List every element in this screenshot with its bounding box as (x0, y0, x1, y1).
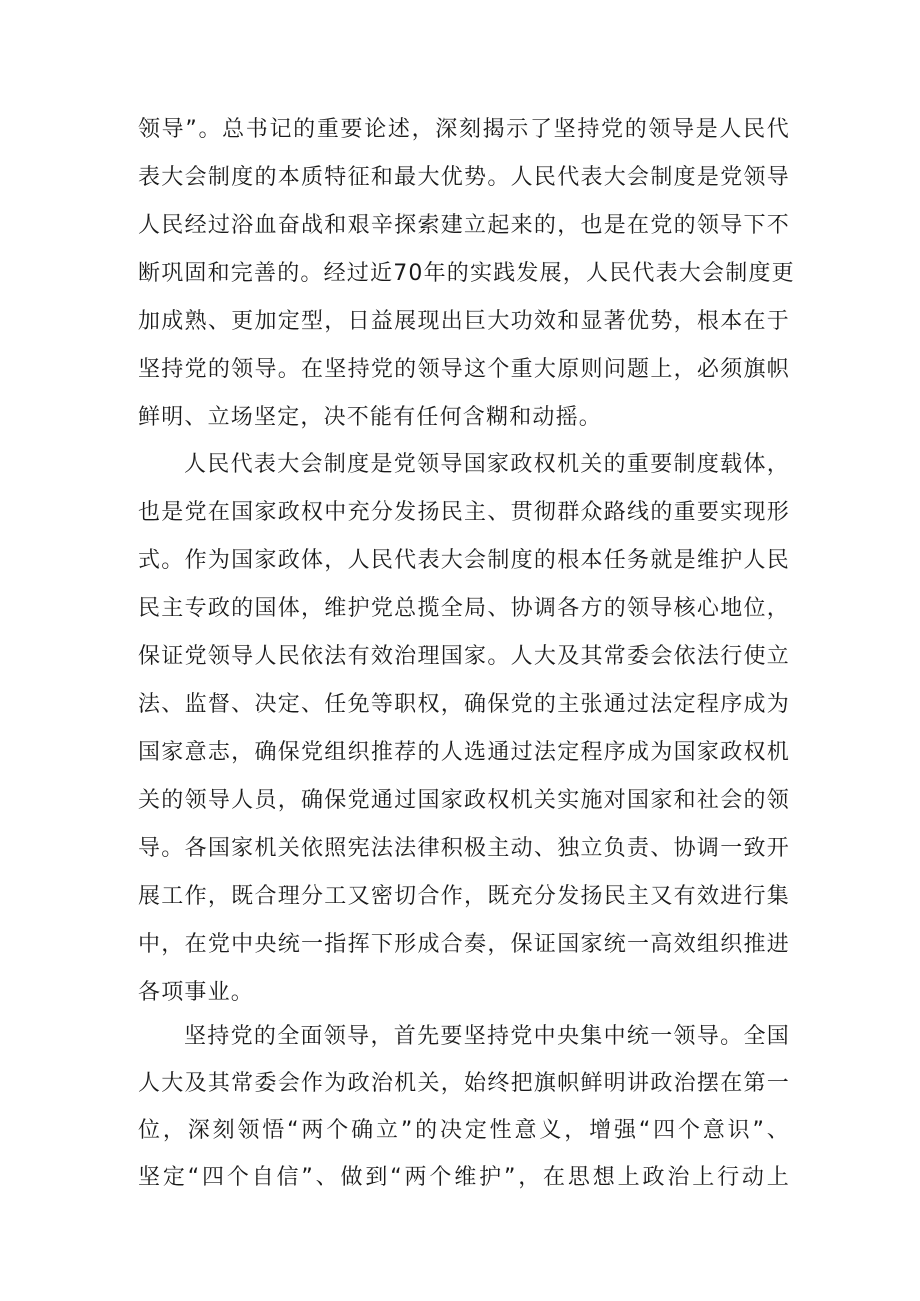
paragraph-1 (138, 106, 795, 442)
text-line: 保证党领导人民依法有效治理国家。人大及其常委会依法行使立 (138, 644, 790, 669)
paragraph-3 (138, 1013, 790, 1201)
text-line: 国家意志，确保党组织推荐的人选通过法定程序成为国家政权机 (138, 740, 790, 765)
text-line: 断巩固和完善的。经过近70年的实践发展，人民代表大会制度更 (138, 261, 795, 286)
text-line: 民主专政的国体，维护党总揽全局、协调各方的领导核心地位， (138, 596, 790, 621)
paragraph-2 (138, 441, 790, 1017)
text-line: 加成熟、更加定型，日益展现出巨大功效和显著优势，根本在于 (138, 309, 790, 334)
text-line: 中，在党中央统一指挥下形成合奏，保证国家统一高效组织推进 (138, 932, 790, 957)
text-line: 领导”。总书记的重要论述，深刻揭示了坚持党的领导是人民代 (138, 117, 790, 142)
text-line: 也是党在国家政权中充分发扬民主、贯彻群众路线的重要实现形 (138, 500, 790, 525)
text-line: 坚定“四个自信”、做到“两个维护”，在思想上政治上行动上 (138, 1165, 790, 1190)
text-line: 人民经过浴血奋战和艰辛探索建立起来的，也是在党的领导下不 (138, 213, 790, 238)
text-line: 坚持党的领导。在坚持党的领导这个重大原则问题上，必须旗帜 (138, 357, 790, 382)
text-line: 展工作，既合理分工又密切合作，既充分发扬民主又有效进行集 (138, 884, 790, 909)
text-line: 表大会制度的本质特征和最大优势。人民代表大会制度是党领导 (138, 165, 790, 190)
text-line: 坚持党的全面领导，首先要坚持党中央集中统一领导。全国 (184, 1024, 790, 1049)
text-line: 式。作为国家政体，人民代表大会制度的根本任务就是维护人民 (138, 548, 790, 573)
text-line: 人民代表大会制度是党领导国家政权机关的重要制度载体， (184, 452, 790, 477)
text-line: 关的领导人员，确保党通过国家政权机关实施对国家和社会的领 (138, 788, 790, 813)
text-line: 法、监督、决定、任免等职权，确保党的主张通过法定程序成为 (138, 692, 790, 717)
text-line: 位，深刻领悟“两个确立”的决定性意义，增强“四个意识”、 (138, 1118, 790, 1143)
text-line: 导。各国家机关依照宪法法律积极主动、独立负责、协调一致开 (138, 836, 790, 861)
text-line: 人大及其常委会作为政治机关，始终把旗帜鲜明讲政治摆在第一 (138, 1071, 790, 1096)
text-line: 鲜明、立场坚定，决不能有任何含糊和动摇。 (138, 405, 603, 430)
text-line: 各项事业。 (138, 980, 255, 1005)
